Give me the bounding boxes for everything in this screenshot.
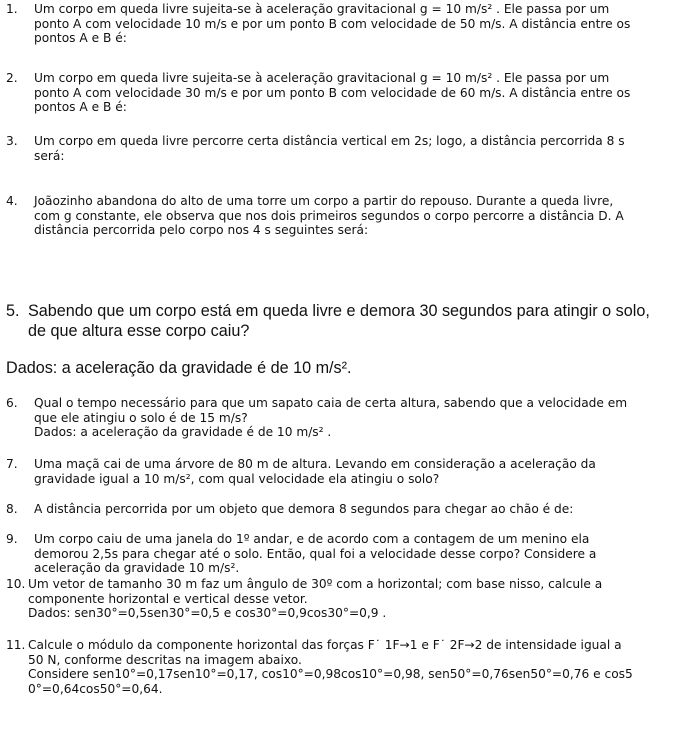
question-11	[6, 638, 666, 696]
question-3	[6, 134, 666, 163]
question-5-data	[6, 358, 666, 378]
question-number: 8.	[6, 502, 18, 516]
question-text-line: Uma maçã cai de uma árvore de 80 m de altura. Levando em consideração a aceleração da	[34, 457, 596, 471]
question-text-line: aceleração da gravidade 10 m/s².	[34, 561, 240, 576]
question-text-line: Um corpo caiu de uma janela do 1º andar, e de acordo com a contagem de um menino ela	[34, 532, 590, 546]
question-text-line: 0°=0,64cos50°=0,64.	[28, 681, 163, 696]
question-text-line: componente horizontal e vertical desse vetor.	[28, 591, 308, 606]
question-text-line: A distância percorrida por um objeto que demora 8 segundos para chegar ao chão é de:	[34, 502, 574, 516]
question-text-line: Um corpo em queda livre percorre certa distância vertical em 2s; logo, a distância percorrida 8 s	[34, 134, 625, 148]
question-text-line: Dados: a aceleração da gravidade é de 10 m/s² .	[34, 425, 332, 440]
question-text-line: pontos A e B é:	[34, 100, 127, 115]
question-number: 10.	[6, 577, 26, 591]
question-text-line: 50 N, conforme descritas na imagem abaixo.	[28, 652, 302, 667]
question-number: 5.	[6, 302, 20, 320]
question-text-line: Um vetor de tamanho 30 m faz um ângulo de 30º com a horizontal; com base nisso, calcule a	[28, 577, 603, 591]
question-text-line: Calcule o módulo da componente horizontal das forças F˙ 1F→1 e F˙ 2F→2 de intensidade igual a	[28, 638, 622, 652]
question-number: 11.	[6, 638, 26, 652]
question-number: 9.	[6, 532, 18, 546]
question-text-line: será:	[34, 148, 65, 163]
question-text-line: pontos A e B é:	[34, 31, 127, 46]
question-text-line: Sabendo que um corpo está em queda livre e demora 30 segundos para atingir o solo,	[28, 302, 650, 320]
question-number: 1.	[6, 2, 18, 16]
question-text-line: Joãozinho abandona do alto de uma torre um corpo a partir do repouso. Durante a queda livre,	[34, 194, 614, 208]
question-data-line: Dados: a aceleração da gravidade é de 10 m/s².	[6, 359, 352, 377]
question-number: 4.	[6, 194, 18, 208]
question-text-line: com g constante, ele observa que nos dois primeiros segundos o corpo percorre a distância D. A	[34, 208, 624, 223]
question-text-line: demorou 2,5s para chegar até o solo. Então, qual foi a velocidade desse corpo? Considere a	[34, 546, 597, 561]
question-number: 3.	[6, 134, 18, 148]
question-text-line: de que altura esse corpo caiu?	[28, 322, 250, 340]
question-7	[6, 457, 666, 486]
question-10	[6, 577, 666, 621]
question-4	[6, 194, 666, 238]
question-text-line: Um corpo em queda livre sujeita-se à aceleração gravitacional g = 10 m/s² . Ele passa por um	[34, 2, 610, 16]
question-2	[6, 71, 666, 115]
question-6	[6, 396, 666, 440]
question-9	[6, 532, 666, 576]
question-5	[6, 301, 666, 341]
question-text-line: distância percorrida pelo corpo nos 4 s seguintes será:	[34, 223, 369, 238]
question-text-line: Considere sen10°=0,17sen10°=0,17, cos10°=0,98cos10°=0,98, sen50°=0,76sen50°=0,76 e cos5	[28, 667, 633, 682]
question-text-line: Qual o tempo necessário para que um sapato caia de certa altura, sabendo que a velocidade em	[34, 396, 628, 410]
question-text-line: ponto A com velocidade 10 m/s e por um ponto B com velocidade de 50 m/s. A distância entre os	[34, 16, 631, 31]
question-1	[6, 2, 666, 46]
question-text-line: Dados: sen30°=0,5sen30°=0,5 e cos30°=0,9cos30°=0,9 .	[28, 606, 387, 621]
question-number: 7.	[6, 457, 18, 471]
question-number: 2.	[6, 71, 18, 85]
question-text-line: gravidade igual a 10 m/s², com qual velocidade ela atingiu o solo?	[34, 471, 440, 486]
question-text-line: Um corpo em queda livre sujeita-se à aceleração gravitacional g = 10 m/s² . Ele passa por um	[34, 71, 610, 85]
question-text-line: que ele atingiu o solo é de 15 m/s?	[34, 410, 248, 425]
question-8	[6, 502, 666, 517]
question-text-line: ponto A com velocidade 30 m/s e por um ponto B com velocidade de 60 m/s. A distância entre os	[34, 85, 631, 100]
question-number: 6.	[6, 396, 18, 410]
